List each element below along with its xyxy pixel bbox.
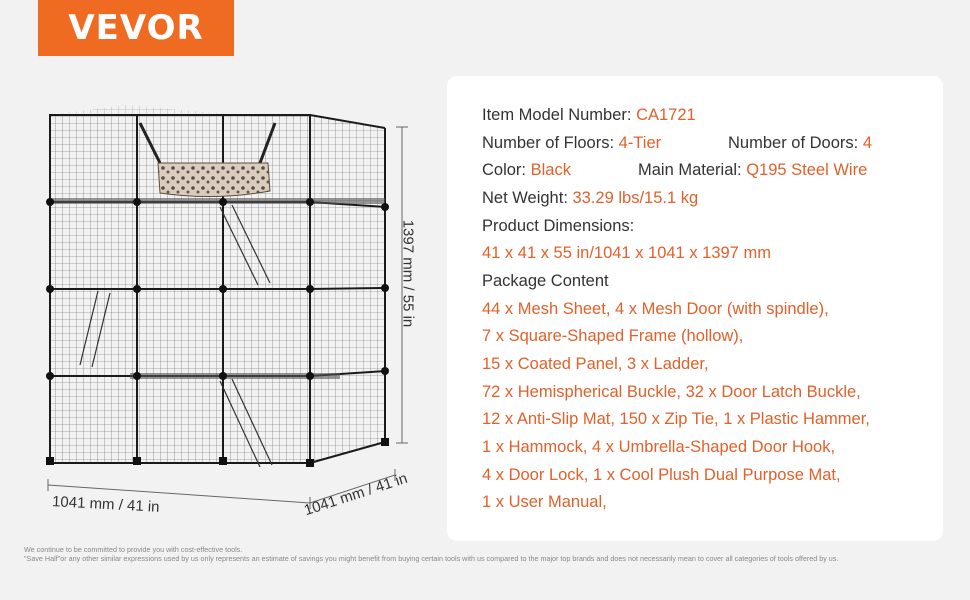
package-item-line: 4 x Door Lock, 1 x Cool Plush Dual Purpose Mat, (482, 466, 841, 484)
spec-dimensions-value: 41 x 41 x 55 in/1041 x 1041 x 1397 mm (482, 244, 771, 262)
brand-logo-text: VEVOR (68, 8, 204, 48)
footer-disclaimer (24, 545, 949, 563)
package-item-line: 12 x Anti-Slip Mat, 150 x Zip Tie, 1 x Plastic Hammer, (482, 410, 870, 428)
width-dimension-label: 1041 mm / 41 in (51, 493, 160, 516)
footer-line: "Save Half"or any other similar expressions used by us only represents an estimate of savings you might benefit from buying certain tools with us compared to the major top brands and does not necessarily mean to cover all categories of tools offered by us. (24, 554, 839, 563)
package-item-line: 72 x Hemispherical Buckle, 32 x Door Latch Buckle, (482, 383, 861, 401)
spec-weight: Net Weight: 33.29 lbs/15.1 kg (482, 189, 699, 207)
package-item-line: 1 x Hammock, 4 x Umbrella-Shaped Door Hook, (482, 438, 836, 456)
package-item-line: 1 x User Manual, (482, 493, 607, 511)
spec-floors: Number of Floors: 4-Tier (482, 134, 662, 152)
cage-shelf (50, 198, 385, 204)
brand-logo (38, 0, 234, 56)
height-dimension-label: 1397 mm / 55 in (399, 219, 417, 328)
footer-line: We continue to be committed to provide you with cost-effective tools. (24, 545, 243, 554)
package-content-heading: Package Content (482, 272, 609, 290)
spec-dimensions-label: Product Dimensions: (482, 217, 635, 235)
spec-item-model: Item Model Number: CA1721 (482, 106, 696, 124)
cat-cage-illustration (20, 95, 440, 525)
package-item-line: 7 x Square-Shaped Frame (hollow), (482, 327, 744, 345)
spec-card (447, 76, 943, 541)
package-item-line: 15 x Coated Panel, 3 x Ladder, (482, 355, 709, 373)
spec-color: Color: Black (482, 161, 571, 179)
spec-doors: Number of Doors: 4 (728, 134, 872, 152)
depth-dimension-label: 1041 mm / 41 in (302, 469, 410, 520)
spec-material: Main Material: Q195 Steel Wire (638, 161, 868, 179)
package-item-line: 44 x Mesh Sheet, 4 x Mesh Door (with spindle), (482, 300, 829, 318)
